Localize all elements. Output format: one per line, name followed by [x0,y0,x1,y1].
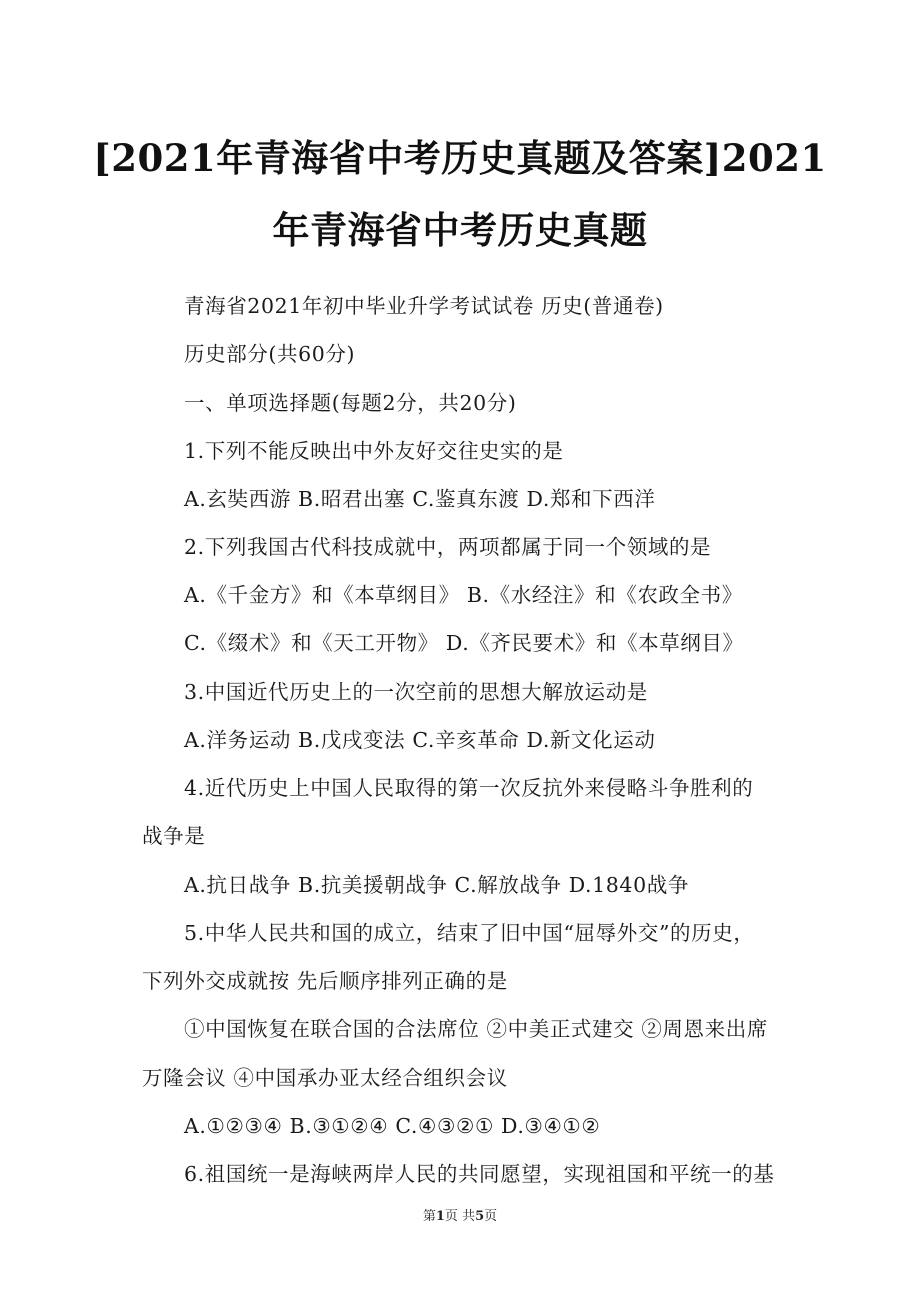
question-2-stem: 2.下列我国古代科技成就中，两项都属于同一个领域的是 [184,535,712,559]
section-heading: 历史部分(共60分) [184,342,356,366]
question-4-options: A.抗日战争 B.抗美援朝战争 C.解放战争 D.1840战争 [184,873,689,897]
document-title-line-2: 年青海省中考历史真题 [272,208,648,252]
question-1-options: A.玄奘西游 B.昭君出塞 C.鉴真东渡 D.郑和下西洋 [184,487,656,511]
footer-total-pages: 5 [475,1209,485,1224]
question-1-stem: 1.下列不能反映出中外友好交往史实的是 [184,439,564,463]
page-footer [0,1205,920,1224]
question-5-stem-line-1: 5.中华人民共和国的成立，结束了旧中国“屈辱外交”的历史， [184,921,755,945]
question-4-stem-line-2: 战争是 [142,824,206,848]
question-5-stem-line-2: 下列外交成就按 先后顺序排列正确的是 [142,969,508,993]
document-title-line-1: [2021年青海省中考历史真题及答案]2021 [93,136,827,180]
exam-header: 青海省2021年初中毕业升学考试试卷 历史(普通卷) [184,294,664,318]
question-5-items-line-1: ①中国恢复在联合国的合法席位 ②中美正式建交 ②周恩来出席 [184,1017,768,1041]
footer-suffix: 页 [484,1209,498,1224]
question-4-stem-line-1: 4.近代历史上中国人民取得的第一次反抗外来侵略斗争胜利的 [184,776,754,800]
footer-prefix: 第 [422,1209,436,1224]
question-2-options-line-2: C.《缀术》和《天工开物》 D.《齐民要术》和《本草纲目》 [184,631,744,655]
footer-page-number: 1 [435,1209,445,1224]
question-type-heading: 一、单项选择题(每题2分，共20分) [184,391,517,415]
question-2-options-line-1: A.《千金方》和《本草纲目》 B.《水经注》和《农政全书》 [184,583,743,607]
question-3-options: A.洋务运动 B.戊戌变法 C.辛亥革命 D.新文化运动 [184,728,656,752]
question-3-stem: 3.中国近代历史上的一次空前的思想大解放运动是 [184,680,648,704]
footer-mid: 页 共 [444,1209,476,1224]
question-5-options: A.①②③④ B.③①②④ C.④③②① D.③④①② [184,1114,601,1138]
question-6-stem-line-1: 6.祖国统一是海峡两岸人民的共同愿望，实现祖国和平统一的基 [184,1162,775,1186]
question-5-items-line-2: 万隆会议 ④中国承办亚太经合组织会议 [142,1066,508,1090]
